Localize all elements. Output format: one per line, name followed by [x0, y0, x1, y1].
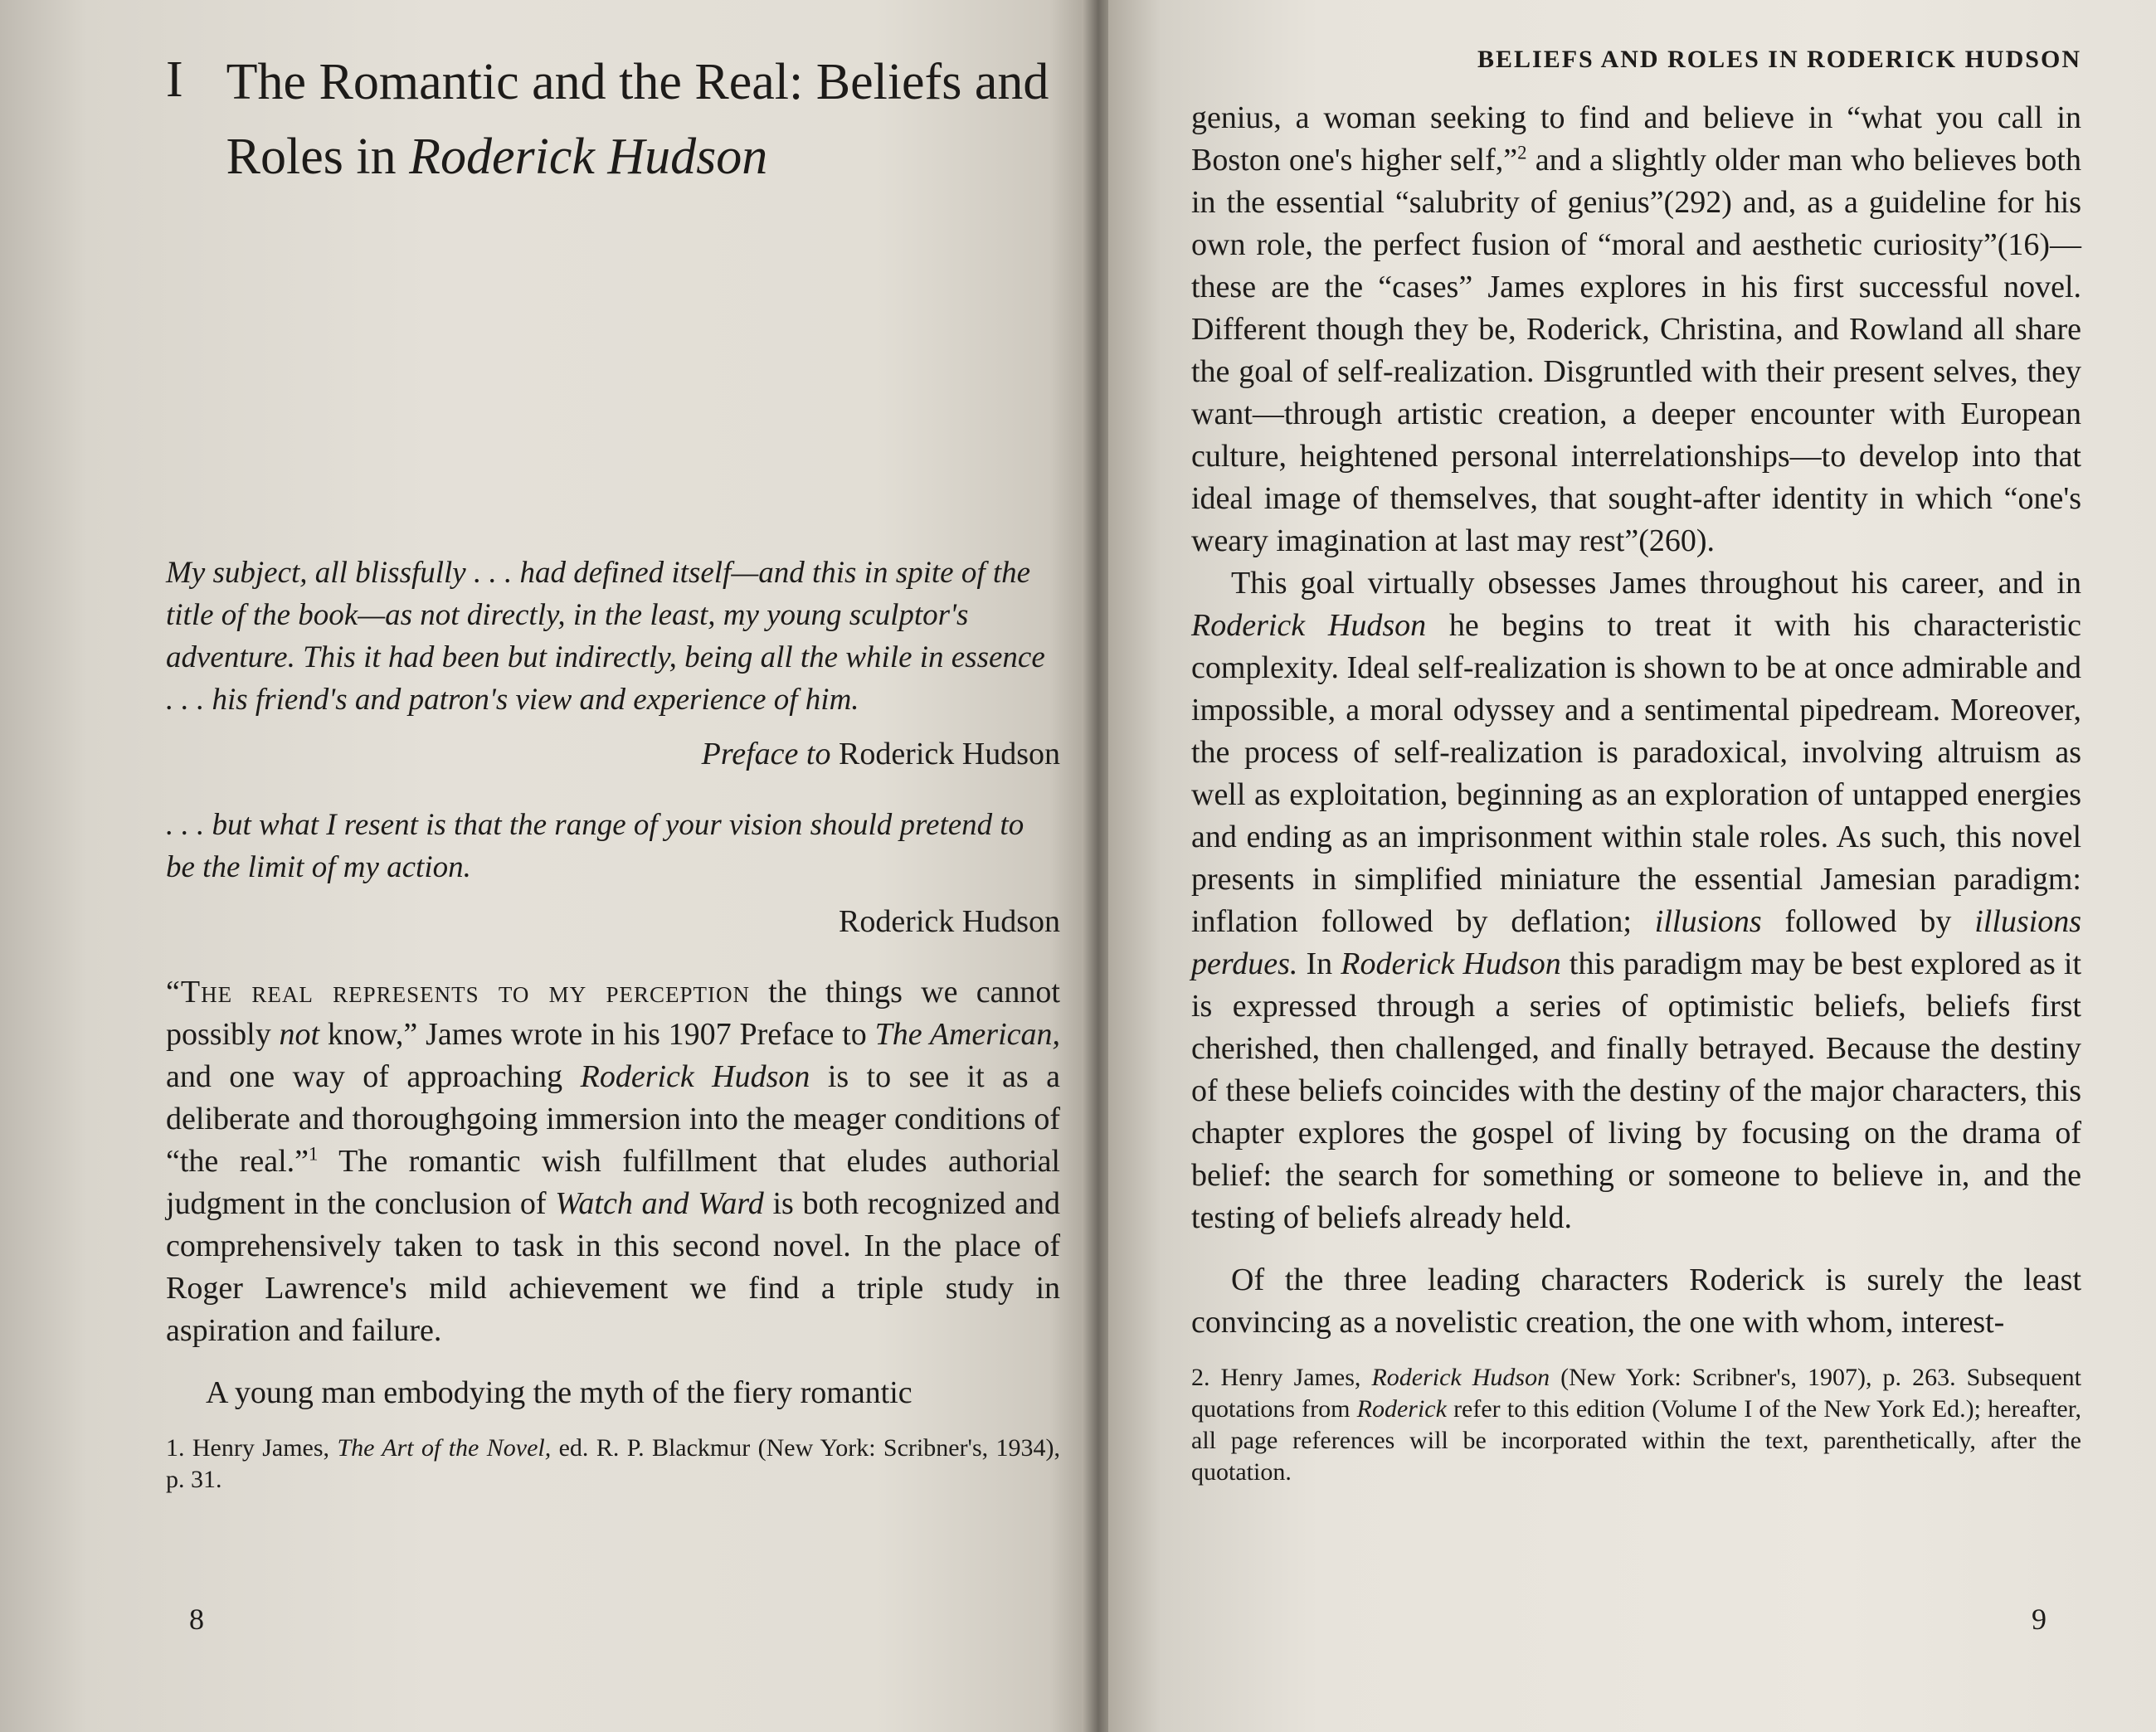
opening-smallcaps: “The real represents to my perception	[166, 974, 750, 1010]
text-run: In	[1297, 946, 1341, 981]
running-head: BELIEFS AND ROLES IN RODERICK HUDSON	[1477, 46, 2081, 73]
text-run: know,” James wrote in his 1907 Preface to	[319, 1016, 875, 1052]
italic-run: Roderick Hudson	[1341, 946, 1561, 981]
italic-run: Watch and Ward	[555, 1185, 764, 1221]
text-run: and one way of approaching	[166, 1058, 581, 1094]
text-run: The romantic wish fulfillment that eludes authorial judgment in the conclusion of	[166, 1143, 1060, 1221]
opening-paragraph	[166, 971, 1060, 1352]
epigraph-novel: . . . but what I resent is that the range of your vision should pretend to be the limit of my action.	[166, 807, 1024, 884]
chapter-number: I	[166, 51, 183, 108]
page-number-left: 8	[189, 1603, 204, 1636]
page-number-right: 9	[2032, 1603, 2046, 1636]
text-run: refer to this edition (Volume I of the New York Ed.); hereafter, all page references will be incorporated within the text, parenthetically, after the quotation.	[1191, 1395, 2081, 1486]
italic-run: Roderick	[1356, 1395, 1447, 1423]
footnote-marker: 2	[1517, 142, 1527, 163]
text-run: the things we cannot possibly	[166, 974, 1060, 1052]
italic-run: illusions perdues.	[1191, 904, 2082, 981]
italic-run: The Art of the Novel,	[337, 1433, 552, 1462]
italic-run: illusions	[1654, 904, 1762, 939]
text-run: 2. Henry James,	[1191, 1364, 1372, 1391]
text-run: (New York: Scribner's, 1907), p. 263. Subsequent quotations from	[1191, 1364, 2081, 1423]
text-run: is both recognized and comprehensively taken to task in this second novel. In the place of Roger Lawrence's mild achievement we find a triple study in aspiration and failure.	[166, 1185, 1060, 1348]
italic-run: Roderick Hudson	[1371, 1364, 1550, 1391]
epigraph-preface-attribution	[166, 736, 1060, 772]
footnote-marker: 1	[309, 1143, 319, 1165]
epigraph-preface: My subject, all blissfully . . . had defined itself—and this in spite of the title of the book—as not directly, in the least, my young sculptor's adventure. This it had been but indirectly, being all the while in essence . . . his friend's and patron's view and experience of him.	[166, 555, 1045, 717]
chapter-title-italic: Roderick Hudson	[409, 128, 768, 185]
epigraph-novel-attribution: Roderick Hudson	[838, 903, 1060, 939]
chapter-title-main: The Romantic and the Real: Beliefs and Roles in	[226, 54, 1049, 185]
text-run: This goal virtually obsesses James throughout his career, and in	[1231, 566, 2081, 601]
text-run: followed by	[1761, 904, 1975, 939]
right-page	[1108, 0, 2156, 1732]
footnote-2	[1191, 1362, 2081, 1488]
second-paragraph: A young man embodying the myth of the fiery romantic	[206, 1374, 913, 1410]
attribution-title: Roderick Hudson	[838, 736, 1060, 771]
text-run: he begins to treat it with his characteristic complexity. Ideal self-realization is shown to be at once admirable and impossible, a moral odyssey and a sentimental pipedream. Moreover, the process of self-realization is paradoxical, involving altruism as well as exploitation, beginning as an exploration of untapped energies and ending as an imprisonment within stale roles. As such, this novel presents in simplified miniature the essential Jamesian paradigm: inflation followed by deflation;	[1191, 608, 2081, 939]
italic-run: Roderick Hudson	[580, 1058, 810, 1094]
text-run: genius, a woman seeking to find and believe in “what you call in Boston one's higher self,”	[1191, 100, 2081, 178]
italic-run: The American,	[874, 1016, 1060, 1052]
chapter-heading	[166, 46, 1060, 195]
right-paragraph-1	[1191, 97, 2081, 562]
right-paragraph-2	[1191, 562, 2081, 1239]
attribution-prefix: Preface to	[701, 736, 831, 771]
italic-run: not	[279, 1016, 320, 1052]
text-run: ed. R. P. Blackmur (New York: Scribner's, 1934), p. 31.	[166, 1433, 1060, 1493]
chapter-title	[226, 46, 1060, 195]
text-run: and a slightly older man who believes both in the essential “salubrity of genius”(292) and, as a guideline for his own role, the perfect fusion of “moral and aesthetic curiosity”(16)—these are the “cases” James explores in his first successful novel. Different though they be, Roderick, Christina, and Rowland all share the goal of self-realization. Disgruntled with their present selves, they want—through artistic creation, a deeper encounter with European culture, heightened personal interrelationships—to develop into that ideal image of themselves, that sought-after identity in which “one's weary imagination at last may rest”(260).	[1191, 143, 2081, 558]
footnote-1	[166, 1433, 1060, 1496]
italic-run: Roderick Hudson	[1191, 608, 1427, 643]
text-run: this paradigm may be best explored as it is expressed through a series of optimistic beliefs, beliefs first cherished, then challenged, and finally betrayed. Because the destiny of these beliefs coincides with the destiny of the major characters, this chapter explores the gospel of living by focusing on the drama of belief: the search for something or someone to believe in, and the testing of beliefs already held.	[1191, 946, 2082, 1235]
text-run: 1. Henry James,	[166, 1433, 338, 1462]
right-paragraph-3: Of the three leading characters Roderick is surely the least convincing as a novelistic creation, the one with whom, interest-	[1191, 1263, 2081, 1340]
text-run: is to see it as a deliberate and thoroughgoing immersion into the meager conditions of “the real.”	[166, 1058, 1060, 1179]
